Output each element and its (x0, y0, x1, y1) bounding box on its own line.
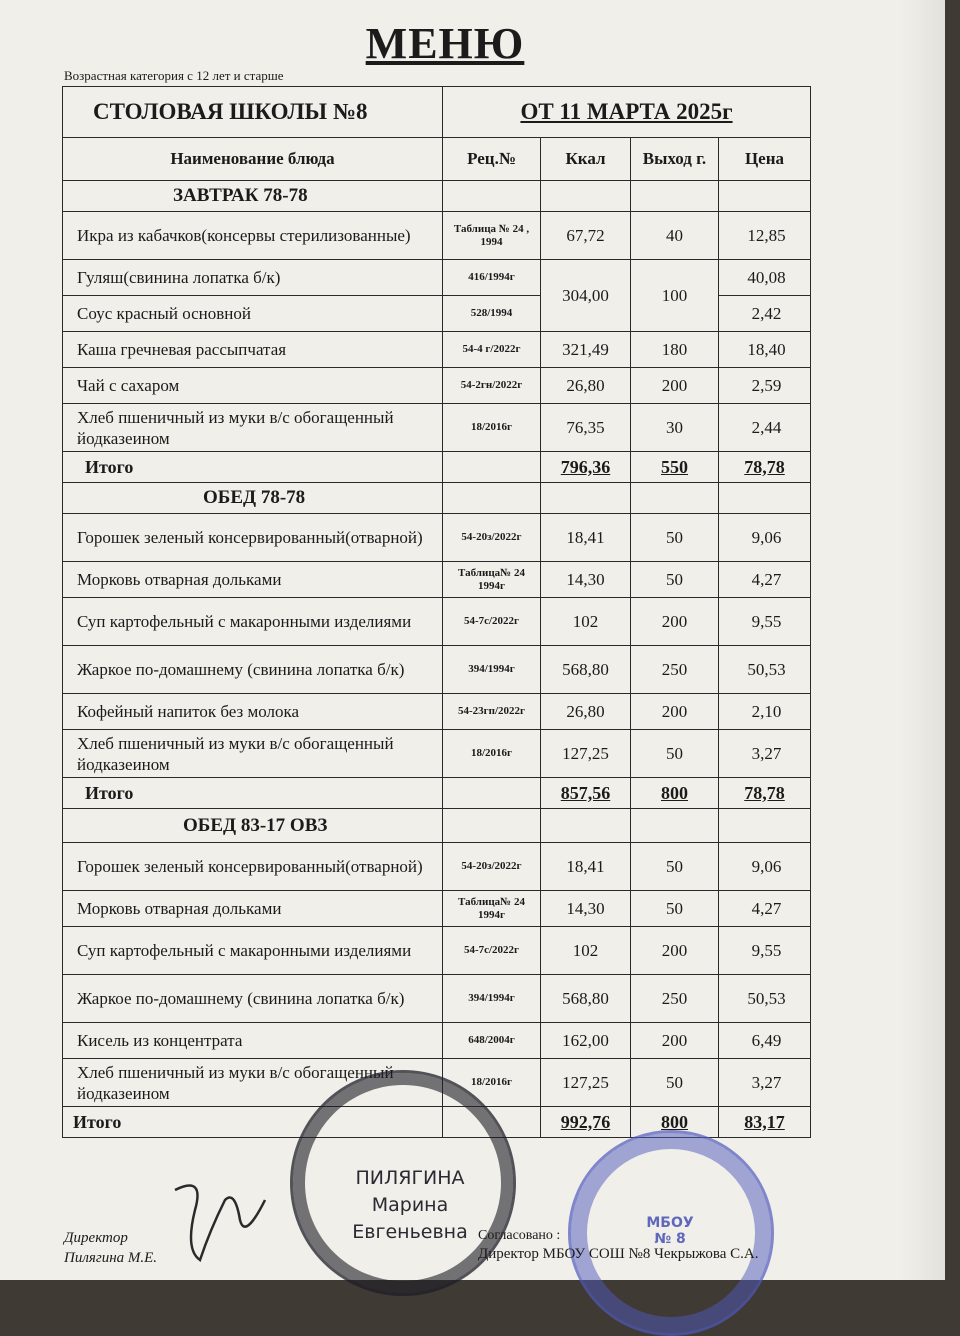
kcal: 127,25 (541, 1059, 631, 1107)
menu-table (62, 86, 811, 1138)
empty-cell (631, 483, 719, 514)
recipe-no: 18/2016г (443, 1059, 541, 1107)
dish-name: Жаркое по-домашнему (свинина лопатка б/к) (63, 975, 443, 1023)
table-row (63, 694, 811, 730)
table-row (63, 332, 811, 368)
recipe-no: Таблица № 24 , 1994 (443, 212, 541, 260)
kcal: 26,80 (541, 694, 631, 730)
kcal: 304,00 (541, 260, 631, 332)
output: 200 (631, 1023, 719, 1059)
kcal: 102 (541, 927, 631, 975)
paper-shadow (900, 0, 945, 1280)
output: 200 (631, 368, 719, 404)
output: 50 (631, 843, 719, 891)
agreed-signatory: Директор МБОУ СОШ №8 Чекрыжова С.А. (478, 1246, 759, 1262)
price: 50,53 (719, 646, 811, 694)
age-category-note: Возрастная категория с 12 лет и старше (64, 68, 284, 83)
seal-patronymic: Евгеньевна (352, 1221, 468, 1243)
recipe-no: 54-23гп/2022г (443, 694, 541, 730)
total-output: 800 (631, 1107, 719, 1138)
director-block (64, 1228, 157, 1268)
school-seal-center: МБОУ (646, 1215, 694, 1231)
recipe-no: 54-7с/2022г (443, 598, 541, 646)
output: 50 (631, 562, 719, 598)
dish-name: Каша гречневая рассыпчатая (63, 332, 443, 368)
total-kcal: 857,56 (541, 778, 631, 809)
total-label: Итого (63, 1107, 443, 1138)
price: 9,55 (719, 598, 811, 646)
column-header-row (63, 138, 811, 181)
dish-name: Хлеб пшеничный из муки в/с обогащенный йодказеином (63, 730, 443, 778)
price: 3,27 (719, 730, 811, 778)
table-row (63, 404, 811, 452)
kcal: 18,41 (541, 514, 631, 562)
dish-name: Соус красный основной (63, 296, 443, 332)
kcal: 127,25 (541, 730, 631, 778)
total-price: 78,78 (719, 452, 811, 483)
output: 200 (631, 694, 719, 730)
output: 100 (631, 260, 719, 332)
kcal: 18,41 (541, 843, 631, 891)
empty-cell (719, 483, 811, 514)
table-row (63, 975, 811, 1023)
section-lunch (63, 483, 811, 514)
output: 40 (631, 212, 719, 260)
recipe-no: 648/2004г (443, 1023, 541, 1059)
dish-name: Чай с сахаром (63, 368, 443, 404)
empty-cell (443, 809, 541, 843)
table-row (63, 514, 811, 562)
recipe-no: 54-7с/2022г (443, 927, 541, 975)
dish-name: Морковь отварная дольками (63, 891, 443, 927)
total-row (63, 452, 811, 483)
column-kcal: Ккал (541, 138, 631, 181)
recipe-no: Таблица№ 24 1994г (443, 562, 541, 598)
output: 30 (631, 404, 719, 452)
price: 2,42 (719, 296, 811, 332)
table-row (63, 927, 811, 975)
output: 180 (631, 332, 719, 368)
kcal: 321,49 (541, 332, 631, 368)
seal-surname: ПИЛЯГИНА (355, 1167, 465, 1189)
recipe-no: Таблица№ 24 1994г (443, 891, 541, 927)
table-row (63, 598, 811, 646)
kcal: 568,80 (541, 975, 631, 1023)
price: 9,06 (719, 843, 811, 891)
section-lunch-ovz (63, 809, 811, 843)
kcal: 14,30 (541, 891, 631, 927)
dish-name: Хлеб пшеничный из муки в/с обогащенный йодказеином (63, 1059, 443, 1107)
table-row (63, 562, 811, 598)
empty-cell (443, 452, 541, 483)
signature-scribble (165, 1170, 275, 1270)
price: 2,59 (719, 368, 811, 404)
agreed-block (478, 1226, 759, 1264)
empty-cell (541, 809, 631, 843)
section-title: ОБЕД 83-17 ОВЗ (63, 809, 443, 843)
agreed-label: Согласовано : (478, 1228, 561, 1243)
kcal: 76,35 (541, 404, 631, 452)
school-name: СТОЛОВАЯ ШКОЛЫ №8 (63, 87, 443, 138)
seal-first-name: Марина (371, 1194, 449, 1216)
output: 50 (631, 514, 719, 562)
recipe-no: 54-20з/2022г (443, 514, 541, 562)
price: 9,55 (719, 927, 811, 975)
dish-name: Горошек зеленый консервированный(отварной) (63, 843, 443, 891)
recipe-no: 18/2016г (443, 404, 541, 452)
empty-cell (443, 181, 541, 212)
price: 4,27 (719, 562, 811, 598)
price: 9,06 (719, 514, 811, 562)
menu-date: ОТ 11 МАРТА 2025г (443, 87, 811, 138)
output: 200 (631, 927, 719, 975)
recipe-no: 528/1994 (443, 296, 541, 332)
menu-header-row (63, 87, 811, 138)
empty-cell (541, 483, 631, 514)
column-recipe-no: Рец.№ (443, 138, 541, 181)
empty-cell (719, 809, 811, 843)
seal-text (340, 1165, 480, 1246)
section-title: ОБЕД 78-78 (63, 483, 443, 514)
total-row (63, 778, 811, 809)
output: 50 (631, 1059, 719, 1107)
dish-name: Кофейный напиток без молока (63, 694, 443, 730)
kcal: 162,00 (541, 1023, 631, 1059)
column-dish-name: Наименование блюда (63, 138, 443, 181)
output: 250 (631, 975, 719, 1023)
recipe-no: 54-20з/2022г (443, 843, 541, 891)
section-breakfast (63, 181, 811, 212)
dish-name: Суп картофельный с макаронными изделиями (63, 598, 443, 646)
total-output: 800 (631, 778, 719, 809)
kcal: 67,72 (541, 212, 631, 260)
column-price: Цена (719, 138, 811, 181)
kcal: 14,30 (541, 562, 631, 598)
recipe-no: 54-2гн/2022г (443, 368, 541, 404)
empty-cell (443, 778, 541, 809)
school-seal-number: № 8 (654, 1231, 686, 1247)
price: 4,27 (719, 891, 811, 927)
empty-cell (443, 483, 541, 514)
dish-name: Жаркое по-домашнему (свинина лопатка б/к) (63, 646, 443, 694)
recipe-no: 394/1994г (443, 646, 541, 694)
price: 6,49 (719, 1023, 811, 1059)
dish-name: Икра из кабачков(консервы стерилизованные) (63, 212, 443, 260)
recipe-no: 54-4 г/2022г (443, 332, 541, 368)
total-kcal: 796,36 (541, 452, 631, 483)
output: 50 (631, 891, 719, 927)
table-row (63, 891, 811, 927)
director-title: Директор (64, 1230, 128, 1246)
kcal: 102 (541, 598, 631, 646)
total-label: Итого (63, 778, 443, 809)
table-row (63, 1023, 811, 1059)
price: 50,53 (719, 975, 811, 1023)
section-title: ЗАВТРАК 78-78 (63, 181, 443, 212)
director-name: Пилягина М.Е. (64, 1250, 158, 1266)
output: 250 (631, 646, 719, 694)
empty-cell (631, 181, 719, 212)
total-label: Итого (63, 452, 443, 483)
dish-name: Кисель из концентрата (63, 1023, 443, 1059)
price: 40,08 (719, 260, 811, 296)
kcal: 568,80 (541, 646, 631, 694)
price: 3,27 (719, 1059, 811, 1107)
empty-cell (719, 181, 811, 212)
table-row (63, 260, 811, 296)
total-output: 550 (631, 452, 719, 483)
table-row (63, 212, 811, 260)
dish-name: Морковь отварная дольками (63, 562, 443, 598)
price: 2,10 (719, 694, 811, 730)
table-row (63, 368, 811, 404)
table-row (63, 730, 811, 778)
price: 18,40 (719, 332, 811, 368)
column-output: Выход г. (631, 138, 719, 181)
recipe-no: 394/1994г (443, 975, 541, 1023)
recipe-no: 416/1994г (443, 260, 541, 296)
kcal: 26,80 (541, 368, 631, 404)
output: 200 (631, 598, 719, 646)
dish-name: Суп картофельный с макаронными изделиями (63, 927, 443, 975)
recipe-no: 18/2016г (443, 730, 541, 778)
dish-name: Горошек зеленый консервированный(отварной) (63, 514, 443, 562)
empty-cell (631, 809, 719, 843)
total-price: 78,78 (719, 778, 811, 809)
total-price: 83,17 (719, 1107, 811, 1138)
page-title: МЕНЮ (365, 19, 525, 68)
table-row (63, 843, 811, 891)
table-row (63, 646, 811, 694)
output: 50 (631, 730, 719, 778)
price: 2,44 (719, 404, 811, 452)
dish-name: Гуляш(свинина лопатка б/к) (63, 260, 443, 296)
empty-cell (541, 181, 631, 212)
price: 12,85 (719, 212, 811, 260)
dish-name: Хлеб пшеничный из муки в/с обогащенный йодказеином (63, 404, 443, 452)
total-kcal: 992,76 (541, 1107, 631, 1138)
